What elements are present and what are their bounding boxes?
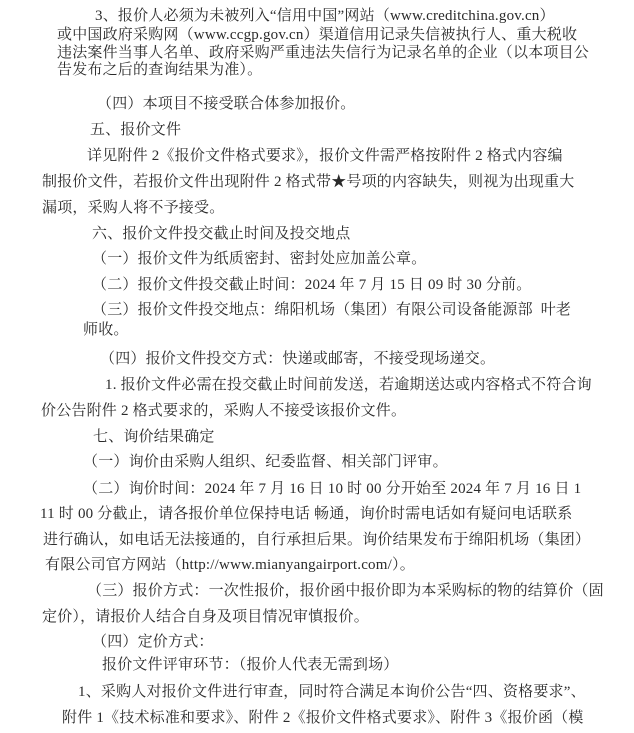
text-line: （三）报价方式：一次性报价，报价函中报价即为本采购标的物的结算价（固 bbox=[87, 583, 604, 599]
text-line: 11 时 00 分截止，请各报价单位保持电话 畅通，询价时需电话如有疑问电话联系 bbox=[40, 506, 573, 522]
text-line: 师收。 bbox=[83, 322, 129, 338]
text-line: （二）报价文件投交截止时间：2024 年 7 月 15 日 09 时 30 分前。 bbox=[92, 277, 532, 293]
text-line: 附件 1《技术标准和要求》、附件 2《报价文件格式要求》、附件 3《报价函（模 bbox=[62, 710, 584, 726]
text-line: （四）报价文件投交方式：快递或邮寄，不接受现场递交。 bbox=[100, 351, 496, 367]
text-line: 违法案件当事人名单、政府采购严重违法失信行为记录名单的企业（以本项目公 bbox=[57, 45, 590, 61]
text-line: 1. 报价文件必需在投交截止时间前发送，若逾期送达或内容格式不符合询 bbox=[105, 377, 592, 393]
text-line: 七、询价结果确定 bbox=[93, 429, 215, 445]
text-line: 六、报价文件投交截止时间及投交地点 bbox=[92, 226, 351, 242]
text-line: 或中国政府采购网（www.ccgp.gov.cn）渠道信用记录失信被执行人、重大税收 bbox=[57, 27, 578, 43]
text-line: 报价文件评审环节：（报价人代表无需到场） bbox=[102, 657, 399, 673]
text-line: （四）本项目不接受联合体参加报价。 bbox=[97, 96, 356, 112]
text-line: 告发布之后的查询结果为准）。 bbox=[57, 62, 263, 78]
text-line: （二）询价时间：2024 年 7 月 16 日 10 时 00 分开始至 2024 年 7 月 16 日 1 bbox=[83, 481, 582, 497]
text-line: 进行确认，如电话无法接通的，自行承担后果。询价结果发布于绵阳机场（集团） bbox=[43, 532, 591, 548]
text-line: （四）定价方式： bbox=[92, 634, 214, 650]
text-line: 五、报价文件 bbox=[90, 122, 182, 138]
text-line: 1、采购人对报价文件进行审查，同时符合满足本询价公告“四、资格要求”、 bbox=[78, 684, 586, 700]
text-line: （一）询价由采购人组织、纪委监督、相关部门评审。 bbox=[83, 454, 448, 470]
text-line: 价公告附件 2 格式要求的，采购人不接受该报价文件。 bbox=[41, 403, 407, 419]
text-line: （一）报价文件为纸质密封、密封处应加盖公章。 bbox=[92, 251, 427, 267]
text-line: 制报价文件，若报价文件出现附件 2 格式带★号项的内容缺失，则视为出现重大 bbox=[42, 174, 575, 190]
text-line: 漏项，采购人将不予接受。 bbox=[42, 200, 225, 216]
text-line: 3、报价人必须为未被列入“信用中国”网站（www.creditchina.gov.cn） bbox=[95, 8, 555, 24]
text-line: 详见附件 2《报价文件格式要求》，报价文件需严格按附件 2 格式内容编 bbox=[87, 148, 563, 164]
text-line: 定价），请报价人结合自身及项目情况审慎报价。 bbox=[42, 609, 369, 625]
text-line: 有限公司官方网站（http://www.mianyangairport.com/）。 bbox=[45, 557, 415, 573]
text-line: （三）报价文件投交地点：绵阳机场（集团）有限公司设备能源部 叶老 bbox=[92, 302, 572, 318]
